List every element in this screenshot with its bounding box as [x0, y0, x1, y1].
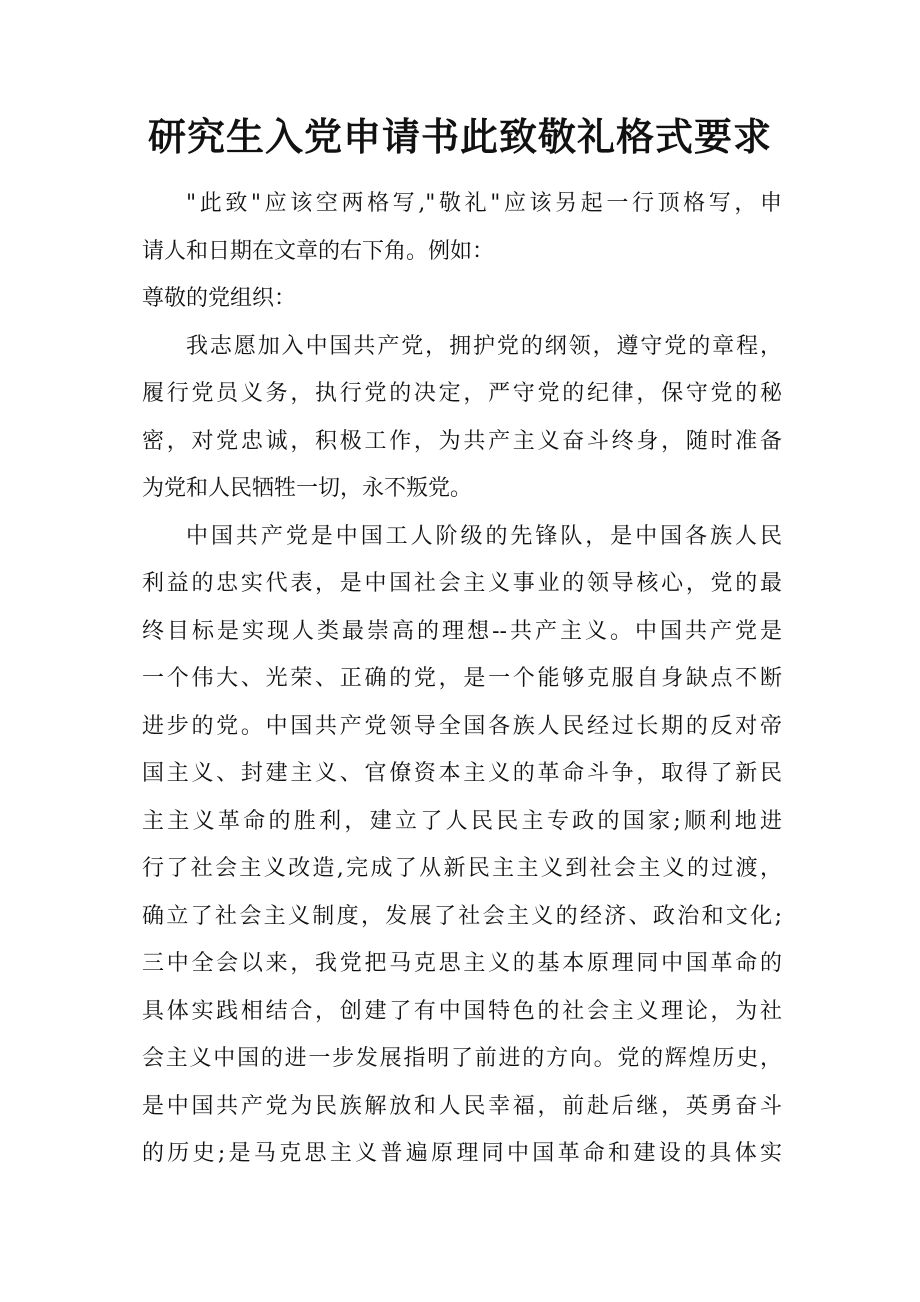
paragraph-line: 请人和日期在文章的右下角。例如： [142, 238, 495, 264]
paragraph-line: 利益的忠实代表，是中国社会主义事业的领导核心，党的最 [142, 571, 782, 596]
paragraph-line: 确立了社会主义制度，发展了社会主义的经济、政治和文化; [142, 903, 782, 929]
paragraph-line: 行了社会主义改造,完成了从新民主主义到社会主义的过渡， [142, 856, 782, 881]
paragraph-line: 会主义中国的进一步发展指明了前进的方向。党的辉煌历史， [142, 1046, 782, 1071]
document-body [142, 180, 782, 1178]
document-title: 研究生入党申请书此致敬礼格式要求 [147, 114, 772, 159]
paragraph-line: 是中国共产党为民族解放和人民幸福，前赴后继，英勇奋斗 [142, 1093, 782, 1119]
paragraph-line: 密，对党忠诚，积极工作，为共产主义奋斗终身，随时准备 [142, 428, 782, 454]
paragraph-line: "此致"应该空两格写,"敬礼"应该另起一行顶格写，申 [186, 191, 782, 216]
paragraph-line: 中国共产党是中国工人阶级的先锋队，是中国各族人民 [186, 523, 782, 549]
paragraph-line: 一个伟大、光荣、正确的党，是一个能够克服自身缺点不断 [142, 666, 782, 691]
paragraph-line: 三中全会以来，我党把马克思主义的基本原理同中国革命的 [142, 951, 782, 976]
paragraph-line: 为党和人民牺牲一切，永不叛党。 [142, 476, 473, 501]
paragraph-line: 主主义革命的胜利，建立了人民民主专政的国家;顺利地进 [142, 808, 782, 834]
paragraph-line: 具体实践相结合，创建了有中国特色的社会主义理论，为社 [142, 998, 782, 1024]
paragraph-line: 的历史;是马克思主义普遍原理同中国革命和建设的具体实 [142, 1141, 782, 1166]
paragraph-line: 履行党员义务，执行党的决定，严守党的纪律，保守党的秘 [142, 381, 782, 406]
paragraph-line: 进步的党。中国共产党领导全国各族人民经过长期的反对帝 [142, 713, 782, 739]
salutation-line: 尊敬的党组织： [142, 286, 297, 311]
paragraph-line: 国主义、封建主义、官僚资本主义的革命斗争，取得了新民 [142, 761, 782, 786]
paragraph-line: 终目标是实现人类最崇高的理想--共产主义。中国共产党是 [142, 618, 782, 644]
paragraph-line: 我志愿加入中国共产党，拥护党的纲领，遵守党的章程， [186, 333, 782, 359]
